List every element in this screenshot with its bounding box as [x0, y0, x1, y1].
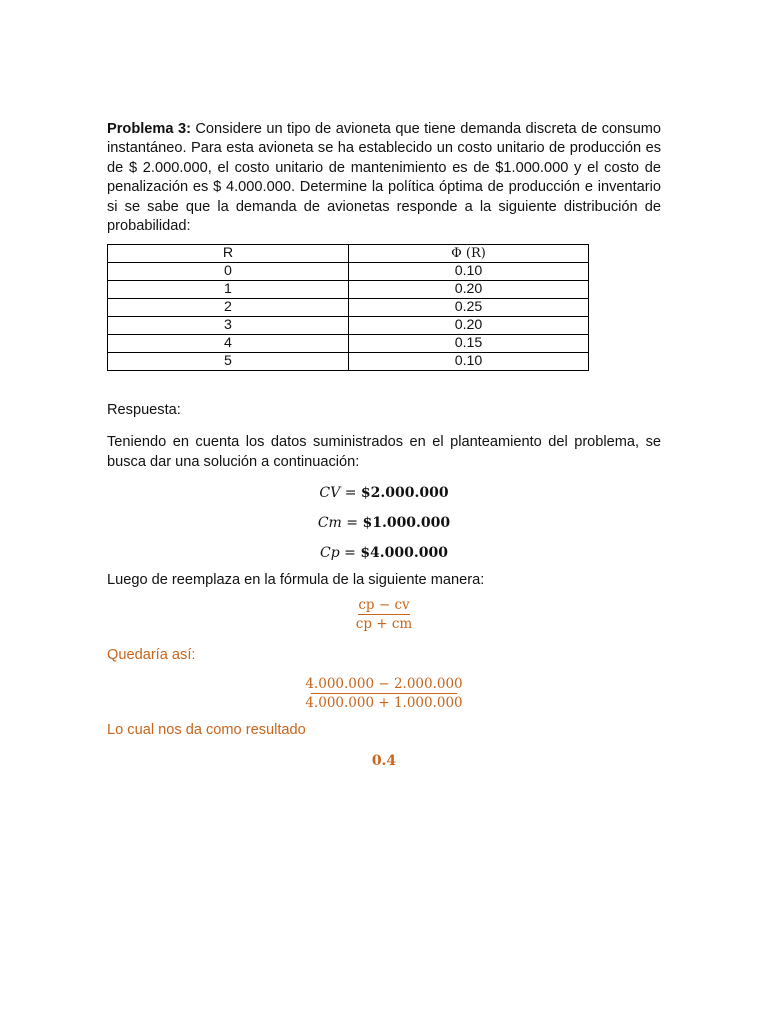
table-cell: 0 — [108, 263, 349, 281]
equation-cp: Cp = $4.000.000 — [319, 545, 448, 562]
formula-fraction — [107, 596, 661, 633]
table-cell: 4 — [108, 335, 349, 353]
formula-intro: Luego de reemplaza en la fórmula de la siguiente manera: — [107, 572, 485, 589]
table-cell: 0.25 — [349, 299, 589, 317]
table-row — [108, 317, 589, 335]
table-cell: 2 — [108, 299, 349, 317]
equation-variable: Cm — [317, 515, 342, 532]
formula-denominator: cp + cm — [355, 616, 413, 633]
table-cell: 0.15 — [349, 335, 589, 353]
table-cell: 0.10 — [349, 353, 589, 371]
table-cell: 0.20 — [349, 281, 589, 299]
equation-variable: Cp — [319, 545, 340, 562]
table-cell: 0.20 — [349, 317, 589, 335]
equation-cv: CV = $2.000.000 — [319, 485, 449, 502]
table-row — [108, 335, 589, 353]
table-header-row — [108, 245, 589, 263]
table-cell: 0.10 — [349, 263, 589, 281]
answer-intro: Teniendo en cuenta los datos suministrados en el planteamiento del problema, se busca dar una solución a continuación: — [107, 434, 661, 470]
equation-value: $2.000.000 — [360, 485, 449, 502]
table-row — [108, 299, 589, 317]
table-header-phi: Φ (R) — [349, 245, 589, 263]
problem-statement — [107, 120, 661, 236]
equation-value: $4.000.000 — [360, 545, 448, 562]
substituted-denominator: 4.000.000 + 1.000.000 — [305, 695, 463, 712]
table-cell: 3 — [108, 317, 349, 335]
substituted-numerator: 4.000.000 − 2.000.000 — [305, 676, 463, 693]
problem-label: Problema 3: — [107, 121, 191, 137]
table-cell: 1 — [108, 281, 349, 299]
table-header-r: R — [108, 245, 349, 263]
table-row — [108, 263, 589, 281]
problem-text: Considere un tipo de avioneta que tiene demanda discreta de consumo instantáneo. Para esta avioneta se ha establecido un costo unitario de producción es de $ 2.000.000, el costo unitario de mantenimiento es de $1.000.000 y el costo de penalización es $ 4.000.000. Determine la política óptima de producción e inventario si se sabe que la demanda de avionetas responde a la siguiente distribución de probabilidad: — [107, 121, 661, 235]
equation-cm: Cm = $1.000.000 — [317, 515, 451, 532]
document-page — [107, 120, 661, 770]
quedaria-label: Quedaría así: — [107, 647, 196, 664]
probability-table — [107, 244, 589, 371]
formula-numerator: cp − cv — [358, 597, 410, 614]
equation-value: $1.000.000 — [362, 515, 451, 532]
table-cell: 5 — [108, 353, 349, 371]
table-row — [108, 353, 589, 371]
table-row — [108, 281, 589, 299]
answer-label: Respuesta: — [107, 402, 181, 419]
substituted-fraction — [107, 675, 661, 712]
result-value: 0.4 — [371, 753, 397, 770]
result-label: Lo cual nos da como resultado — [107, 722, 306, 739]
equation-variable: CV — [319, 485, 341, 502]
